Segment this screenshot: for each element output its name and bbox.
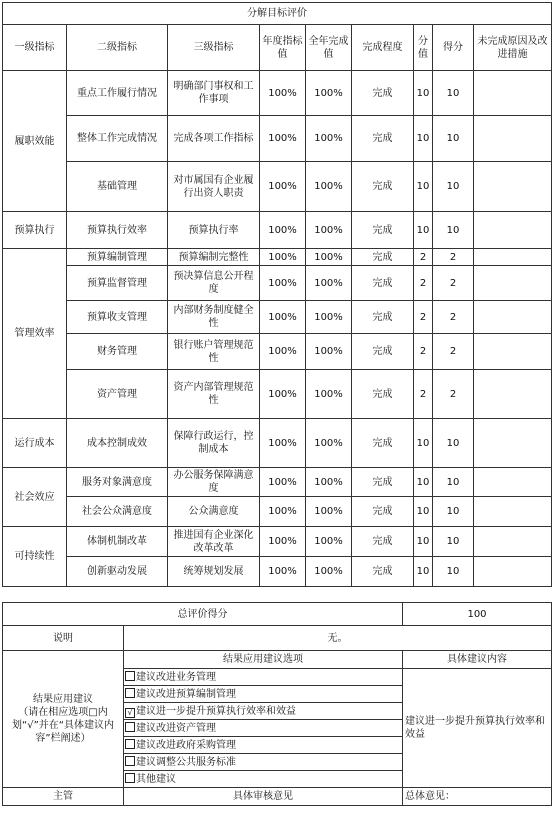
annual-actual: 100% [306, 116, 352, 162]
annual-actual: 100% [306, 370, 352, 419]
annual-actual: 100% [306, 419, 352, 468]
annual-target: 100% [260, 212, 306, 249]
annual-target: 100% [260, 527, 306, 557]
annual-actual: 100% [306, 71, 352, 116]
application-label: 结果应用建议 [33, 694, 93, 705]
level3-indicator: 内部财务制度健全性 [168, 301, 260, 334]
level2-indicator: 基础管理 [67, 162, 168, 212]
level2-indicator: 资产管理 [67, 370, 168, 419]
suggestion-content: 建议进一步提升预算执行效率和效益 [403, 669, 552, 788]
level3-indicator: 明确部门事权和工作事项 [168, 71, 260, 116]
annual-target: 100% [260, 266, 306, 301]
score-value: 10 [414, 497, 433, 527]
annual-actual: 100% [306, 162, 352, 212]
level1-indicator: 预算执行 [3, 212, 67, 249]
checkbox[interactable]: √ [125, 708, 135, 718]
score-obtained: 2 [433, 370, 474, 419]
option-label: 建议进一步提升预算执行效率和效益 [136, 705, 296, 717]
completion-degree: 完成 [352, 468, 414, 497]
score-obtained: 10 [433, 116, 474, 162]
score-obtained: 2 [433, 249, 474, 266]
table-row [3, 71, 552, 116]
level1-indicator: 运行成本 [3, 419, 67, 468]
table-row [3, 419, 552, 468]
improvement-note [474, 419, 552, 468]
options-header: 结果应用建议选项 [124, 651, 403, 669]
level2-indicator: 体制机制改革 [67, 527, 168, 557]
option-label: 建议改进资产管理 [136, 722, 216, 734]
completion-degree: 完成 [352, 370, 414, 419]
completion-degree: 完成 [352, 212, 414, 249]
option-item [124, 720, 403, 737]
table-row [3, 334, 552, 370]
annual-target: 100% [260, 301, 306, 334]
score-value: 2 [414, 370, 433, 419]
level3-indicator: 对市属国有企业履行出资人职责 [168, 162, 260, 212]
score-obtained: 2 [433, 266, 474, 301]
level2-indicator: 服务对象满意度 [67, 468, 168, 497]
checkbox[interactable] [125, 722, 135, 732]
annual-target: 100% [260, 334, 306, 370]
annual-target: 100% [260, 419, 306, 468]
application-label-cell [3, 651, 124, 788]
score-obtained: 10 [433, 212, 474, 249]
annual-target: 100% [260, 468, 306, 497]
completion-degree: 完成 [352, 419, 414, 468]
column-header: 完成程度 [352, 25, 414, 71]
annual-target: 100% [260, 116, 306, 162]
completion-degree: 完成 [352, 162, 414, 212]
annual-actual: 100% [306, 557, 352, 587]
option-label: 建议改进政府采购管理 [136, 739, 236, 751]
score-value: 10 [414, 468, 433, 497]
column-header: 年度指标值 [260, 25, 306, 71]
annual-target: 100% [260, 557, 306, 587]
level3-indicator: 完成各项工作指标 [168, 116, 260, 162]
option-label: 建议调整公共服务标准 [136, 756, 236, 768]
level3-indicator: 公众满意度 [168, 497, 260, 527]
improvement-note [474, 266, 552, 301]
completion-degree: 完成 [352, 249, 414, 266]
note-value: 无。 [124, 626, 552, 651]
improvement-note [474, 527, 552, 557]
column-header: 一级指标 [3, 25, 67, 71]
level3-indicator: 银行账户管理规范性 [168, 334, 260, 370]
improvement-note [474, 468, 552, 497]
level3-indicator: 预算编制完整性 [168, 249, 260, 266]
table-row [3, 162, 552, 212]
annual-target: 100% [260, 497, 306, 527]
application-sublabel: （请在相应选项□内划“√”并在“具体建议内容”栏阐述） [12, 707, 114, 744]
option-item [124, 703, 403, 720]
annual-actual: 100% [306, 497, 352, 527]
completion-degree: 完成 [352, 266, 414, 301]
score-value: 2 [414, 249, 433, 266]
table-row [3, 497, 552, 527]
improvement-note [474, 116, 552, 162]
column-header: 未完成原因及改进措施 [474, 25, 552, 71]
summary-table [2, 602, 552, 806]
table-row [3, 557, 552, 587]
annual-target: 100% [260, 71, 306, 116]
table-row [3, 527, 552, 557]
level3-indicator: 资产内部管理规范性 [168, 370, 260, 419]
level3-indicator: 保障行政运行，控制成本 [168, 419, 260, 468]
level2-indicator: 财务管理 [67, 334, 168, 370]
table-title: 分解目标评价 [3, 3, 552, 25]
completion-degree: 完成 [352, 557, 414, 587]
improvement-note [474, 301, 552, 334]
checkbox[interactable] [125, 773, 135, 783]
table-row [3, 370, 552, 419]
authority-label: 主管 [3, 788, 124, 806]
annual-actual: 100% [306, 468, 352, 497]
completion-degree: 完成 [352, 116, 414, 162]
level2-indicator: 创新驱动发展 [67, 557, 168, 587]
annual-target: 100% [260, 162, 306, 212]
option-label: 建议改进业务管理 [136, 671, 216, 683]
option-item [124, 686, 403, 703]
score-obtained: 10 [433, 527, 474, 557]
improvement-note [474, 162, 552, 212]
level3-indicator: 预决算信息公开程度 [168, 266, 260, 301]
annual-actual: 100% [306, 527, 352, 557]
annual-actual: 100% [306, 249, 352, 266]
score-value: 10 [414, 557, 433, 587]
level3-indicator: 统筹规划发展 [168, 557, 260, 587]
improvement-note [474, 212, 552, 249]
completion-degree: 完成 [352, 301, 414, 334]
completion-degree: 完成 [352, 334, 414, 370]
annual-actual: 100% [306, 212, 352, 249]
level2-indicator: 重点工作履行情况 [67, 71, 168, 116]
level2-indicator: 预算执行效率 [67, 212, 168, 249]
score-value: 10 [414, 419, 433, 468]
column-header: 三级指标 [168, 25, 260, 71]
annual-target: 100% [260, 370, 306, 419]
annual-actual: 100% [306, 301, 352, 334]
completion-degree: 完成 [352, 497, 414, 527]
improvement-note [474, 497, 552, 527]
score-value: 2 [414, 266, 433, 301]
level2-indicator: 预算编制管理 [67, 249, 168, 266]
score-value: 10 [414, 162, 433, 212]
level3-indicator: 预算执行率 [168, 212, 260, 249]
column-header: 二级指标 [67, 25, 168, 71]
annual-actual: 100% [306, 334, 352, 370]
table-row [3, 468, 552, 497]
improvement-note [474, 334, 552, 370]
review-label: 具体审核意见 [124, 788, 403, 806]
score-value: 10 [414, 71, 433, 116]
improvement-note [474, 370, 552, 419]
note-label: 说明 [3, 626, 124, 651]
level3-indicator: 推进国有企业深化改革改革 [168, 527, 260, 557]
level2-indicator: 预算监督管理 [67, 266, 168, 301]
evaluation-table [2, 2, 552, 587]
option-label: 其他建议 [136, 773, 176, 785]
score-obtained: 10 [433, 497, 474, 527]
option-item [124, 737, 403, 754]
score-value: 10 [414, 116, 433, 162]
level1-indicator: 管理效率 [3, 249, 67, 419]
table-row [3, 301, 552, 334]
improvement-note [474, 557, 552, 587]
score-obtained: 10 [433, 162, 474, 212]
completion-degree: 完成 [352, 71, 414, 116]
column-header: 全年完成值 [306, 25, 352, 71]
completion-degree: 完成 [352, 527, 414, 557]
table-row [3, 116, 552, 162]
score-value: 10 [414, 212, 433, 249]
improvement-note [474, 249, 552, 266]
header-row [3, 25, 552, 71]
level3-indicator: 办公服务保障满意度 [168, 468, 260, 497]
table-row [3, 266, 552, 301]
total-score-label: 总评价得分 [3, 603, 403, 626]
score-obtained: 10 [433, 71, 474, 116]
score-value: 10 [414, 527, 433, 557]
score-obtained: 10 [433, 557, 474, 587]
table-row [3, 249, 552, 266]
score-obtained: 10 [433, 468, 474, 497]
annual-target: 100% [260, 249, 306, 266]
checkbox[interactable] [125, 688, 135, 698]
option-item [124, 669, 403, 686]
level1-indicator: 履职效能 [3, 71, 67, 212]
level2-indicator: 成本控制成效 [67, 419, 168, 468]
content-header: 具体建议内容 [403, 651, 552, 669]
table-row [3, 212, 552, 249]
score-obtained: 10 [433, 419, 474, 468]
level2-indicator: 社会公众满意度 [67, 497, 168, 527]
column-header: 分值 [414, 25, 433, 71]
level1-indicator: 社会效应 [3, 468, 67, 527]
column-header: 得分 [433, 25, 474, 71]
checkbox[interactable] [125, 671, 135, 681]
annual-actual: 100% [306, 266, 352, 301]
option-item [124, 771, 403, 788]
overall-label: 总体意见： [403, 788, 552, 806]
score-value: 2 [414, 334, 433, 370]
checkbox[interactable] [125, 756, 135, 766]
level2-indicator: 整体工作完成情况 [67, 116, 168, 162]
checkbox[interactable] [125, 739, 135, 749]
improvement-note [474, 71, 552, 116]
score-obtained: 2 [433, 301, 474, 334]
option-item [124, 754, 403, 771]
level2-indicator: 预算收支管理 [67, 301, 168, 334]
option-label: 建议改进预算编制管理 [136, 688, 236, 700]
score-value: 2 [414, 301, 433, 334]
total-score-value: 100 [403, 603, 552, 626]
level1-indicator: 可持续性 [3, 527, 67, 587]
score-obtained: 2 [433, 334, 474, 370]
